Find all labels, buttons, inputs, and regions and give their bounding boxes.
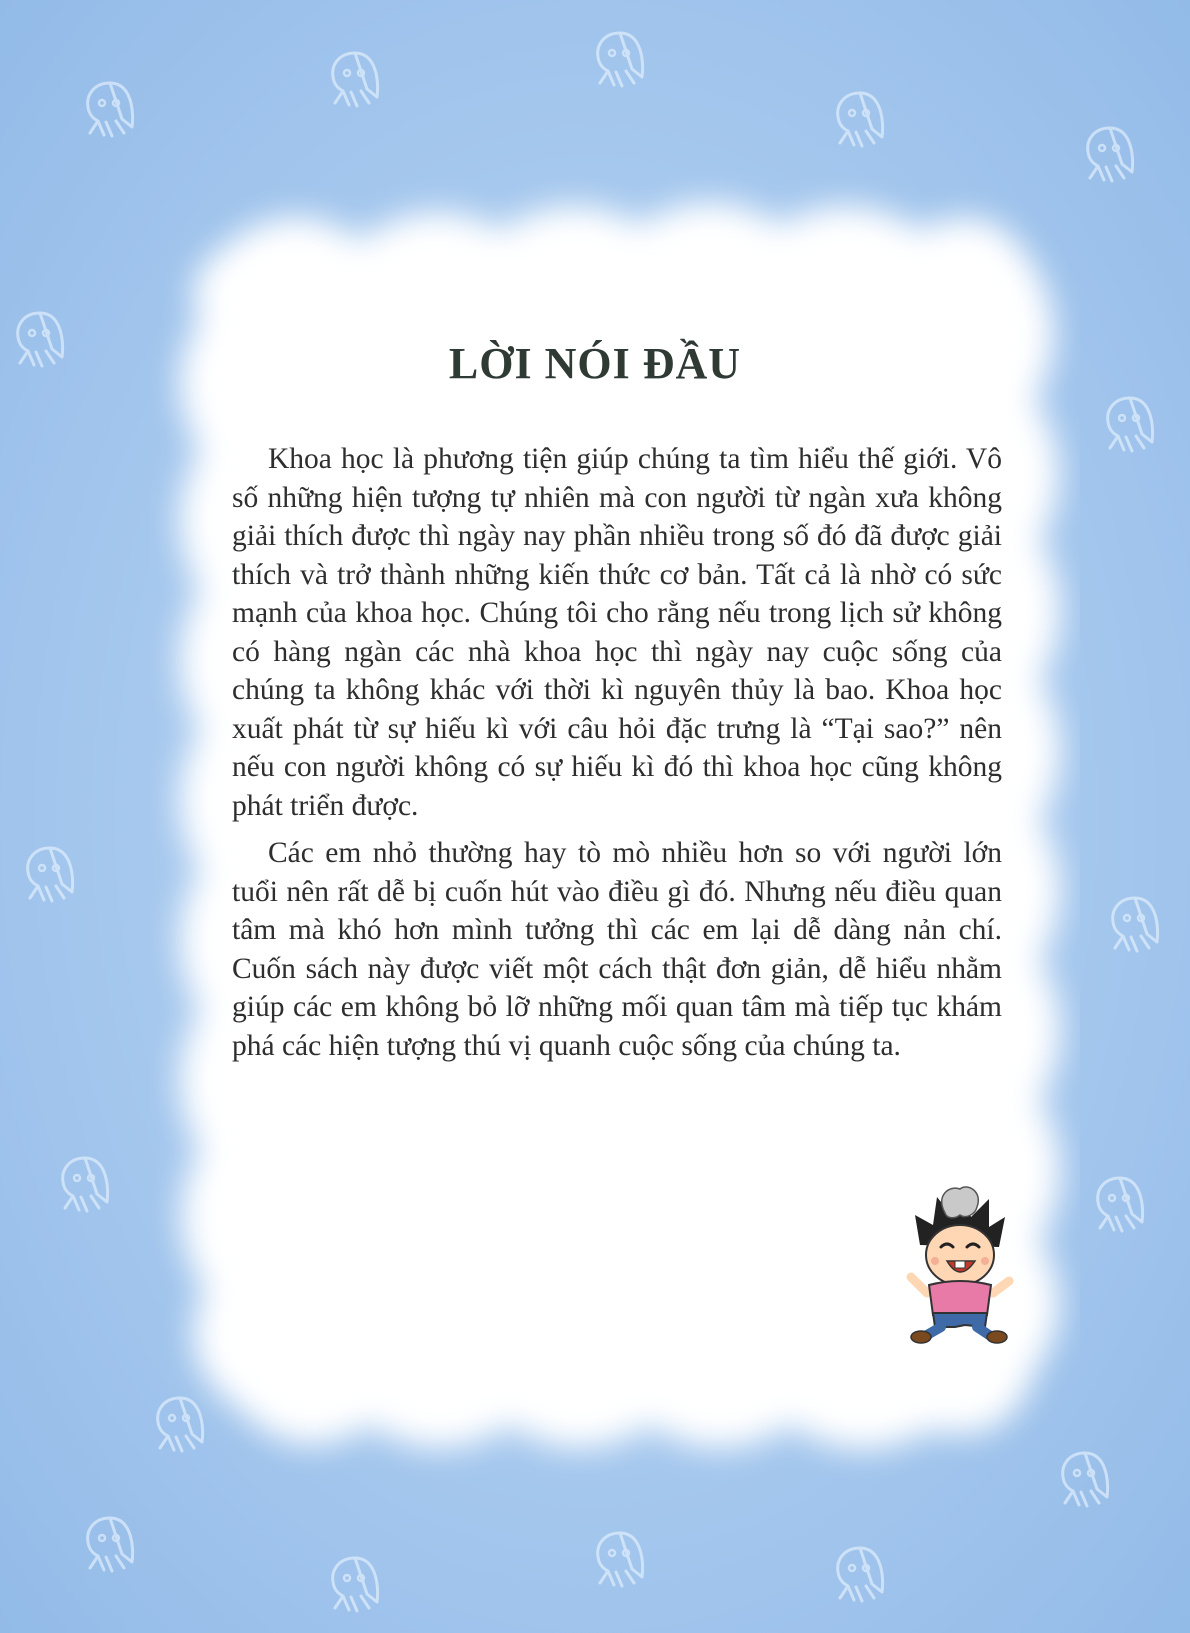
foreword-body [232, 440, 1002, 1074]
paragraph: Khoa học là phương tiện giúp chúng ta tìm hiểu thế giới. Vô số những hiện tượng tự nhiên mà con người từ ngàn xưa không giải thích được thì ngày nay phần nhiều trong số đó đã được giải thích và trở thành những kiến thức cơ bản. Tất cả là nhờ có sức mạnh của khoa học. Chúng tôi cho rằng nếu trong lịch sử không có hàng ngàn các nhà khoa học thì ngày nay cuộc sống của chúng ta không khác với thời kì nguyên thủy là bao. Khoa học xuất phát từ sự hiếu kì với câu hỏi đặc trưng là “Tại sao?” nên nếu con người không có sự hiếu kì đó thì khoa học cũng không phát triển được. [232, 443, 1002, 822]
paragraph: Các em nhỏ thường hay tò mò nhiều hơn so với người lớn tuổi nên rất dễ bị cuốn hút vào điều gì đó. Nhưng nếu điều quan tâm mà khó hơn mình tưởng thì các em lại dễ dàng nản chí. Cuốn sách này được viết một cách thật đơn giản, dễ hiểu nhằm giúp các em không bỏ lỡ những mối quan tâm mà tiếp tục khám phá các hiện tượng thú vị quanh cuộc sống của chúng ta. [232, 837, 1002, 1062]
page-title: LỜI NÓI ĐẦU [448, 339, 742, 388]
cartoon-boy-mascot [905, 1185, 1015, 1345]
